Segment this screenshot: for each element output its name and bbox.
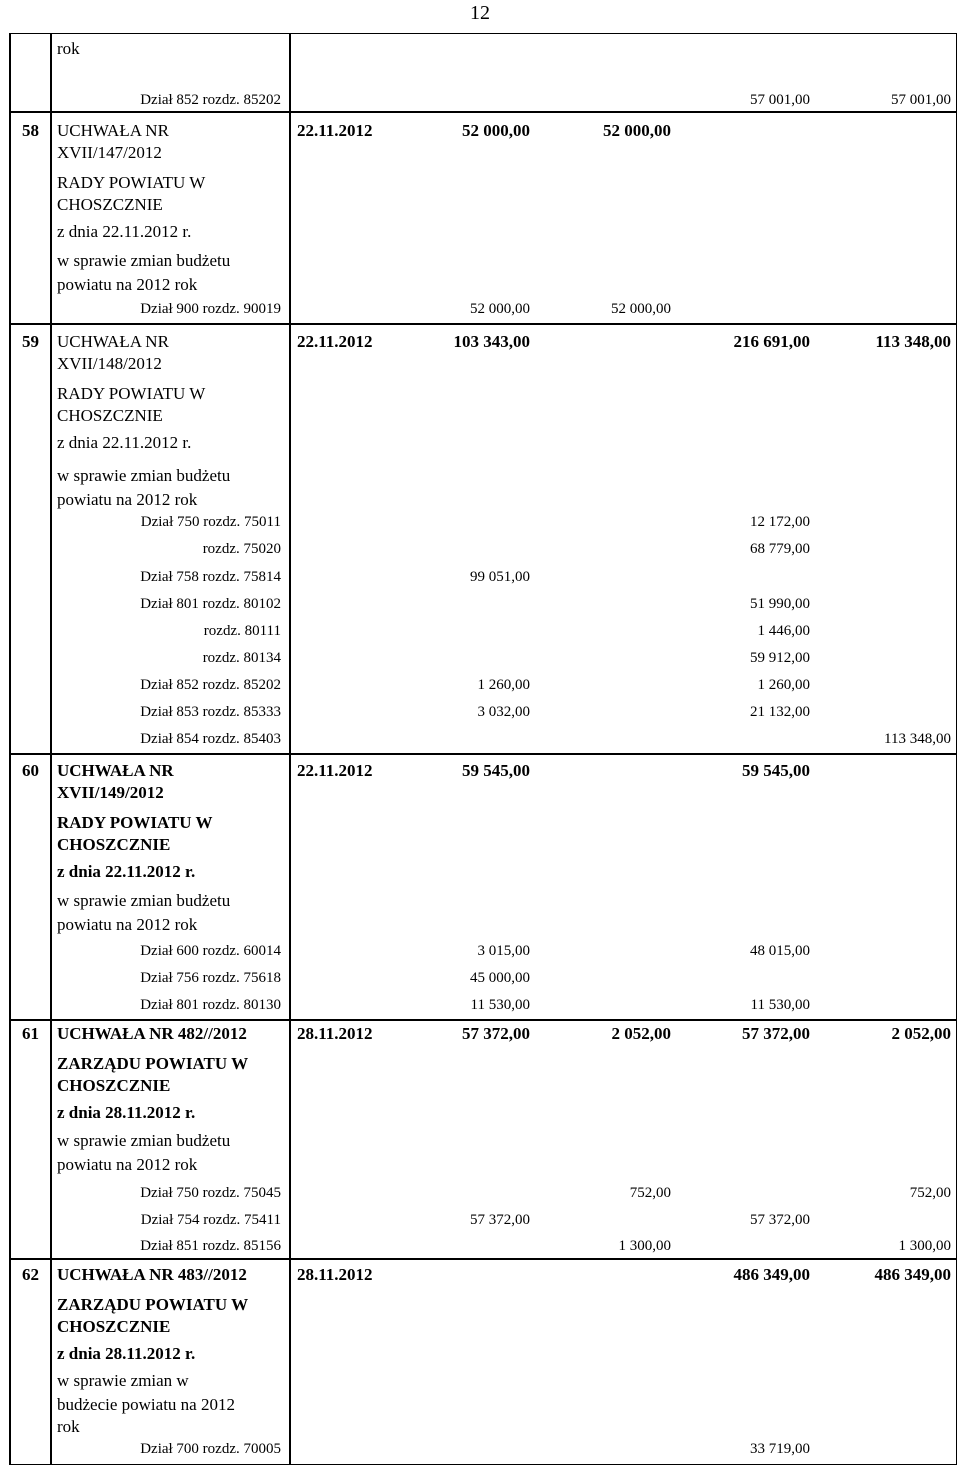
table-column-divider [50, 33, 52, 1465]
value-cell: 3 015,00 [477, 943, 530, 959]
page-number: 12 [470, 2, 490, 24]
resolution-title-line: z dnia 22.11.2012 r. [57, 222, 192, 241]
resolution-title-line: CHOSZCZNIE [57, 1076, 171, 1095]
resolution-date: 22.11.2012 [297, 121, 373, 140]
entry-number: 59 [22, 332, 39, 351]
resolution-title-line: XVII/148/2012 [57, 354, 162, 373]
total-value-cell: 2 052,00 [611, 1024, 671, 1043]
dzial-label: Dział 600 rozdz. 60014 [140, 943, 281, 959]
value-cell: 11 530,00 [470, 997, 530, 1013]
value-cell: 99 051,00 [470, 569, 530, 585]
resolution-title-line: RADY POWIATU W [57, 384, 206, 403]
value-cell: 113 348,00 [884, 731, 951, 747]
total-value-cell: 57 372,00 [462, 1024, 530, 1043]
resolution-title-line: ZARZĄDU POWIATU W [57, 1054, 249, 1073]
table-row-divider [9, 1019, 957, 1021]
value-cell: 51 990,00 [750, 596, 810, 612]
dzial-label: Dział 853 rozdz. 85333 [140, 704, 281, 720]
table-column-divider [289, 33, 291, 1465]
value-cell: 11 530,00 [750, 997, 810, 1013]
resolution-subject-line: w sprawie zmian w [57, 1371, 189, 1390]
resolution-subject-line: w sprawie zmian budżetu [57, 251, 231, 270]
resolution-title-line: UCHWAŁA NR [57, 332, 169, 351]
entry-number: 60 [22, 761, 39, 780]
total-value-cell: 486 349,00 [874, 1265, 951, 1284]
resolution-title-line: z dnia 22.11.2012 r. [57, 433, 192, 452]
row-label-rok: rok [57, 39, 80, 58]
dzial-label: Dział 854 rozdz. 85403 [140, 731, 281, 747]
entry-number: 58 [22, 121, 39, 140]
value-cell: 3 032,00 [477, 704, 530, 720]
total-value-cell: 52 000,00 [462, 121, 530, 140]
resolution-title-line: UCHWAŁA NR 482//2012 [57, 1024, 247, 1043]
value-cell: 1 300,00 [618, 1238, 671, 1254]
total-value-cell: 113 348,00 [875, 332, 951, 351]
resolution-subject-line: w sprawie zmian budżetu [57, 891, 231, 910]
resolution-title-line: UCHWAŁA NR [57, 121, 169, 140]
entry-number: 61 [22, 1024, 39, 1043]
dzial-label: rozdz. 80134 [202, 650, 281, 666]
resolution-title-line: XVII/149/2012 [57, 783, 164, 802]
resolution-subject-line: w sprawie zmian budżetu [57, 466, 231, 485]
value-cell: 752,00 [629, 1185, 671, 1201]
resolution-title-line: z dnia 28.11.2012 r. [57, 1103, 196, 1122]
resolution-title-line: CHOSZCZNIE [57, 1317, 171, 1336]
resolution-title-line: RADY POWIATU W [57, 173, 206, 192]
table-row-divider [9, 111, 957, 113]
table-row-divider [9, 753, 957, 755]
entry-number: 62 [22, 1265, 39, 1284]
resolution-title-line: UCHWAŁA NR [57, 761, 174, 780]
resolution-title-line: CHOSZCZNIE [57, 835, 171, 854]
total-value-cell: 216 691,00 [733, 332, 810, 351]
value-cell: 12 172,00 [750, 514, 810, 530]
dzial-label: Dział 851 rozdz. 85156 [140, 1238, 281, 1254]
value-cell: 52 000,00 [470, 301, 530, 317]
value-cell: 1 300,00 [898, 1238, 951, 1254]
value-cell: 48 015,00 [750, 943, 810, 959]
resolution-title-line: UCHWAŁA NR 483//2012 [57, 1265, 247, 1284]
resolution-title-line: z dnia 28.11.2012 r. [57, 1344, 196, 1363]
dzial-label: Dział 801 rozdz. 80102 [140, 596, 281, 612]
dzial-label: Dział 852 rozdz. 85202 [140, 92, 281, 108]
dzial-label: Dział 754 rozdz. 75411 [140, 1212, 281, 1228]
dzial-label: Dział 700 rozdz. 70005 [140, 1441, 281, 1457]
value-cell: 57 001,00 [750, 92, 810, 108]
dzial-label: Dział 801 rozdz. 80130 [140, 997, 281, 1013]
dzial-label: Dział 900 rozdz. 90019 [140, 301, 281, 317]
table-column-divider [9, 33, 11, 1465]
value-cell: 45 000,00 [470, 970, 530, 986]
resolution-title-line: XVII/147/2012 [57, 143, 162, 162]
value-cell: 59 912,00 [750, 650, 810, 666]
resolution-date: 28.11.2012 [297, 1024, 373, 1043]
value-cell: 68 779,00 [750, 541, 810, 557]
resolution-subject-line: budżecie powiatu na 2012 [57, 1395, 235, 1414]
resolution-title-line: CHOSZCZNIE [57, 406, 163, 425]
resolution-title-line: CHOSZCZNIE [57, 195, 163, 214]
value-cell: 1 260,00 [757, 677, 810, 693]
total-value-cell: 59 545,00 [462, 761, 530, 780]
value-cell: 1 446,00 [757, 623, 810, 639]
dzial-label: Dział 758 rozdz. 75814 [140, 569, 281, 585]
resolution-date: 28.11.2012 [297, 1265, 373, 1284]
resolution-date: 22.11.2012 [297, 332, 373, 351]
total-value-cell: 59 545,00 [742, 761, 810, 780]
value-cell: 52 000,00 [611, 301, 671, 317]
value-cell: 752,00 [909, 1185, 951, 1201]
total-value-cell: 57 372,00 [742, 1024, 810, 1043]
value-cell: 57 372,00 [470, 1212, 530, 1228]
total-value-cell: 103 343,00 [453, 332, 530, 351]
total-value-cell: 486 349,00 [733, 1265, 810, 1284]
resolution-title-line: RADY POWIATU W [57, 813, 213, 832]
resolution-title-line: ZARZĄDU POWIATU W [57, 1295, 249, 1314]
value-cell: 57 001,00 [891, 92, 951, 108]
resolution-subject-line: powiatu na 2012 rok [57, 490, 198, 509]
resolution-date: 22.11.2012 [297, 761, 373, 780]
resolution-title-line: z dnia 22.11.2012 r. [57, 862, 196, 881]
dzial-label: Dział 750 rozdz. 75045 [140, 1185, 281, 1201]
dzial-label: rozdz. 75020 [202, 541, 281, 557]
resolution-subject-line: w sprawie zmian budżetu [57, 1131, 231, 1150]
resolution-subject-line: rok [57, 1417, 80, 1436]
resolution-subject-line: powiatu na 2012 rok [57, 1155, 198, 1174]
value-cell: 1 260,00 [477, 677, 530, 693]
value-cell: 21 132,00 [750, 704, 810, 720]
value-cell: 57 372,00 [750, 1212, 810, 1228]
dzial-label: rozdz. 80111 [203, 623, 281, 639]
total-value-cell: 52 000,00 [603, 121, 671, 140]
table-row-divider [9, 1258, 957, 1260]
dzial-label: Dział 750 rozdz. 75011 [140, 514, 281, 530]
total-value-cell: 2 052,00 [891, 1024, 951, 1043]
value-cell: 33 719,00 [750, 1441, 810, 1457]
dzial-label: Dział 852 rozdz. 85202 [140, 677, 281, 693]
resolution-subject-line: powiatu na 2012 rok [57, 275, 198, 294]
resolution-subject-line: powiatu na 2012 rok [57, 915, 198, 934]
dzial-label: Dział 756 rozdz. 75618 [140, 970, 281, 986]
table-row-divider [9, 323, 957, 325]
